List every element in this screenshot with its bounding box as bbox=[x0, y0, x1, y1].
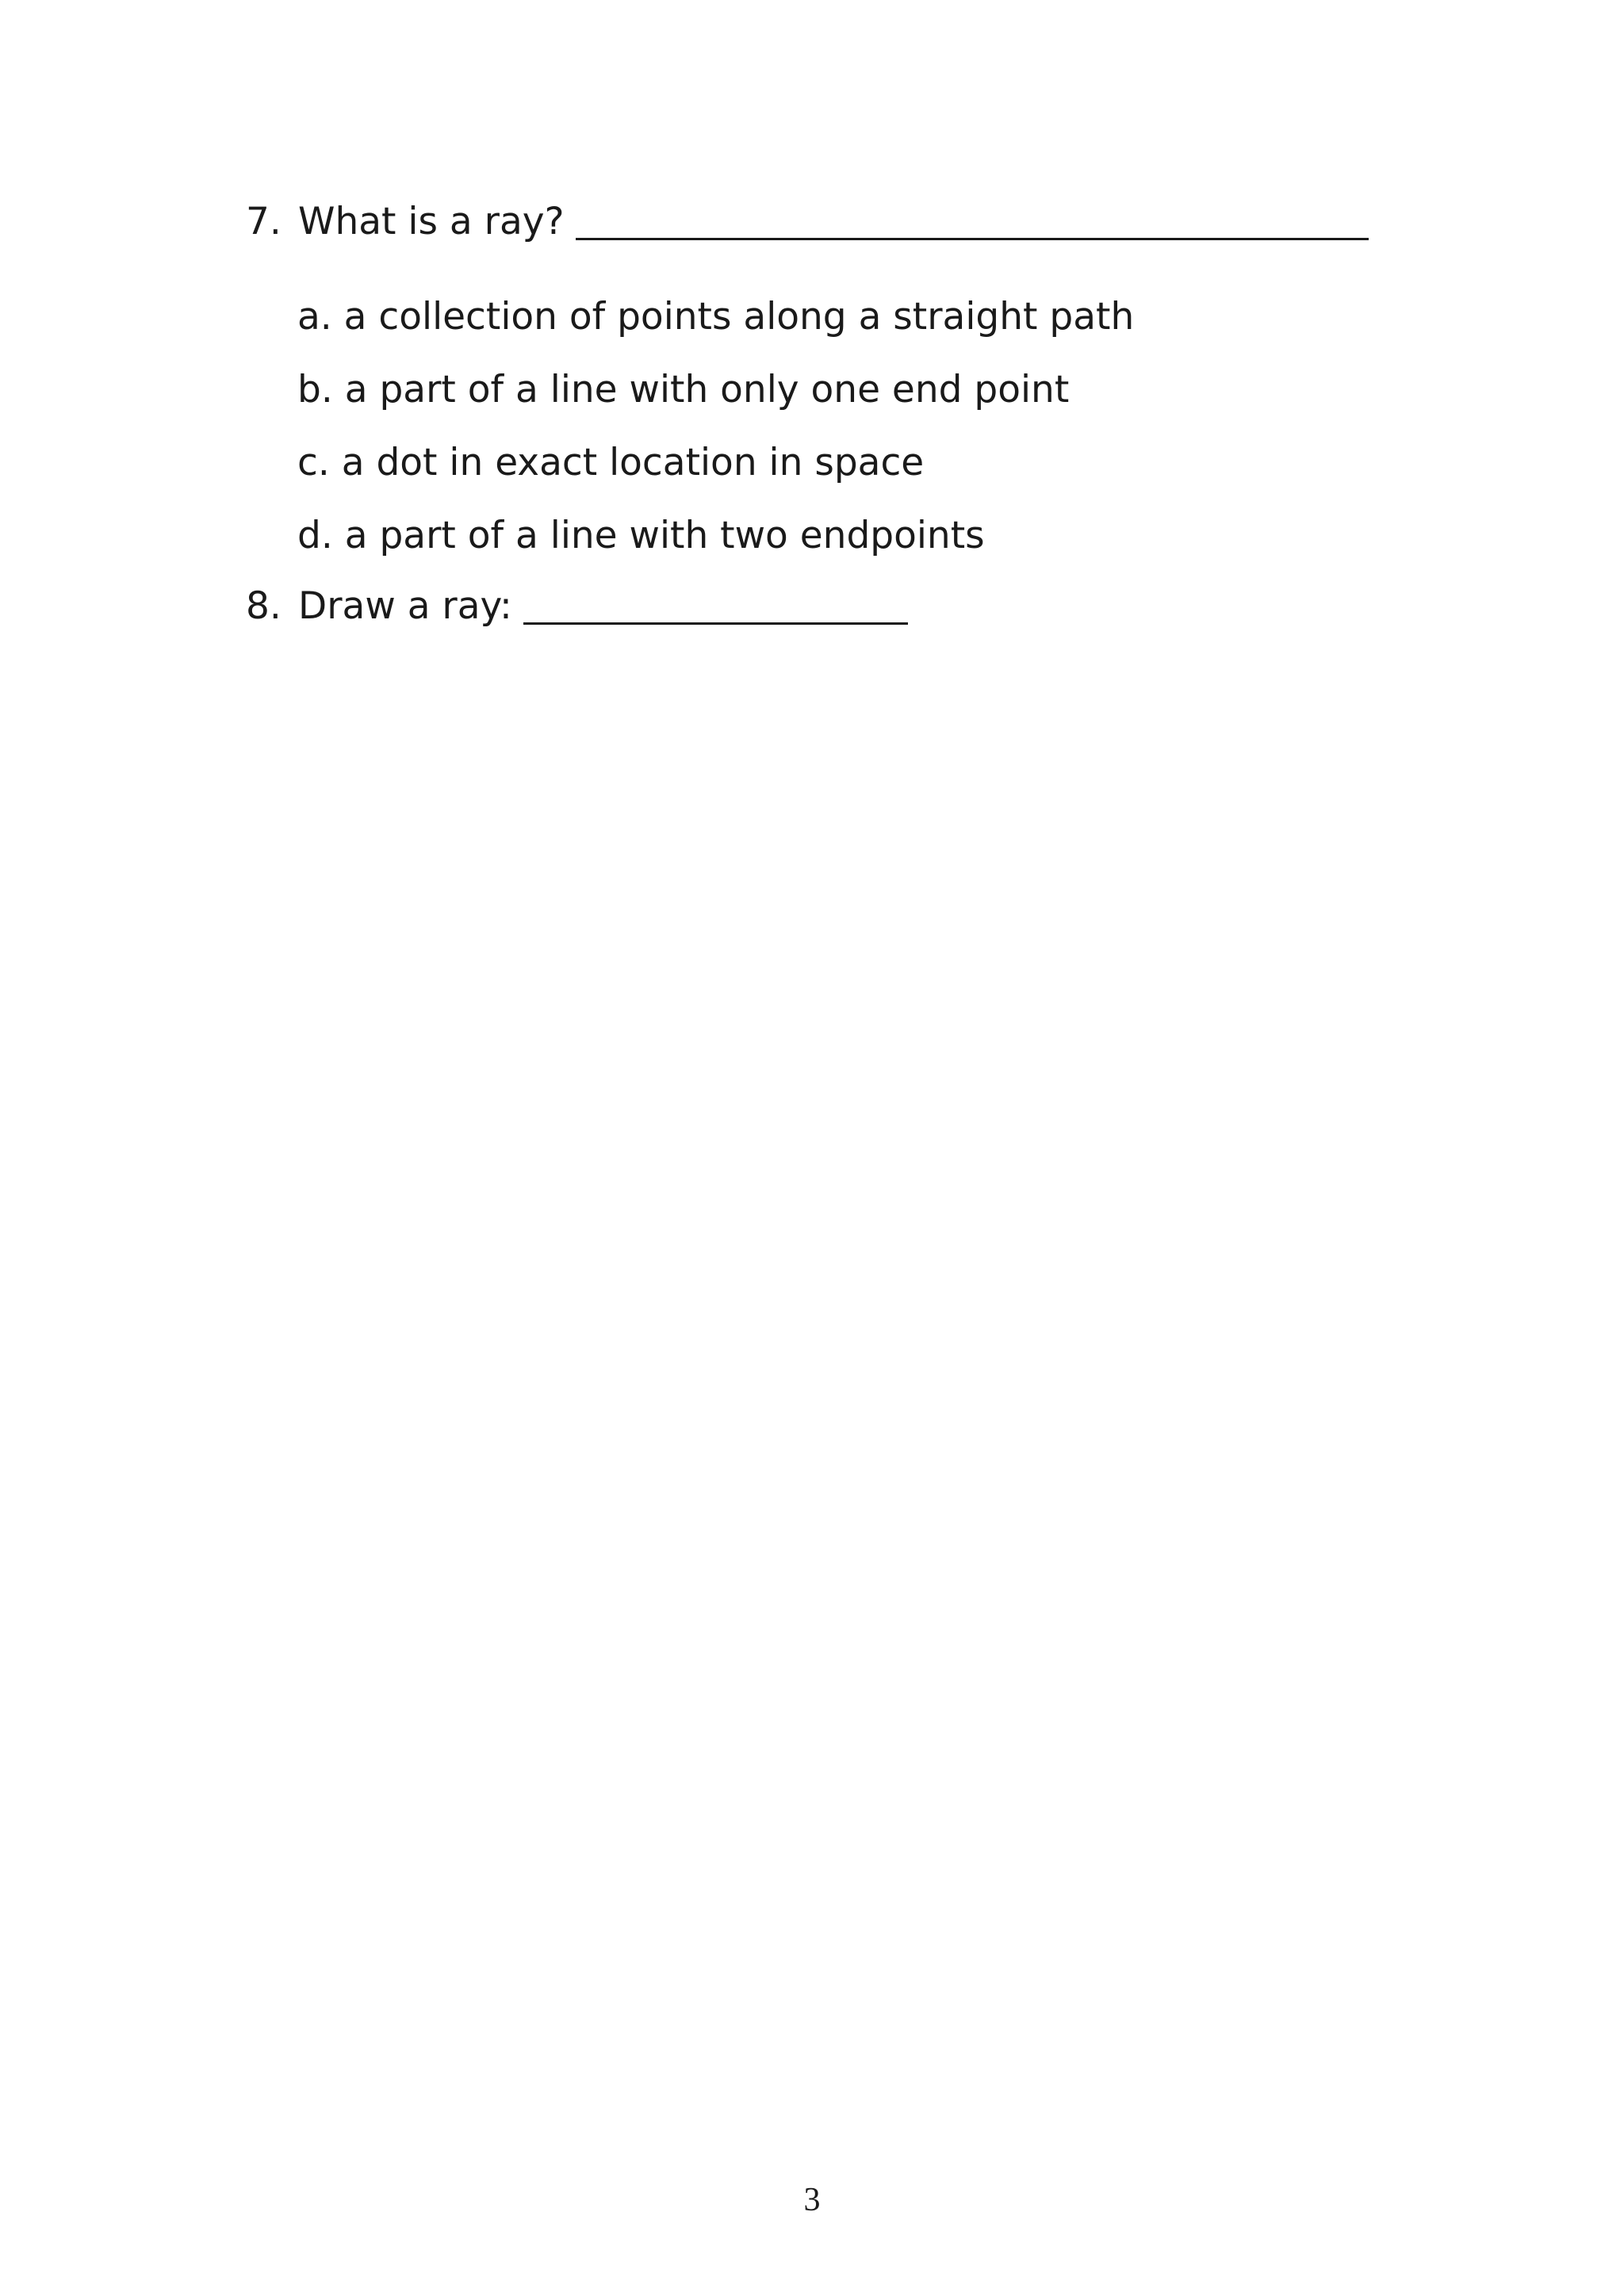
question-number: 8. bbox=[246, 584, 282, 628]
answer-blank-line[interactable] bbox=[576, 206, 1369, 240]
question-text: What is a ray? bbox=[298, 200, 565, 243]
answer-option-b: b. a part of a line with only one end point bbox=[297, 368, 1070, 411]
answer-option-c: c. a dot in exact location in space bbox=[297, 441, 925, 484]
question-7 bbox=[246, 198, 1369, 246]
question-text: Draw a ray: bbox=[298, 584, 512, 628]
answer-option-a: a. a collection of points along a straight path bbox=[297, 295, 1135, 339]
answer-option-d: d. a part of a line with two endpoints bbox=[297, 514, 985, 557]
question-8 bbox=[246, 583, 908, 630]
page-number: 3 bbox=[803, 2182, 821, 2218]
question-number: 7. bbox=[246, 200, 282, 243]
answer-blank-line[interactable] bbox=[523, 591, 908, 625]
